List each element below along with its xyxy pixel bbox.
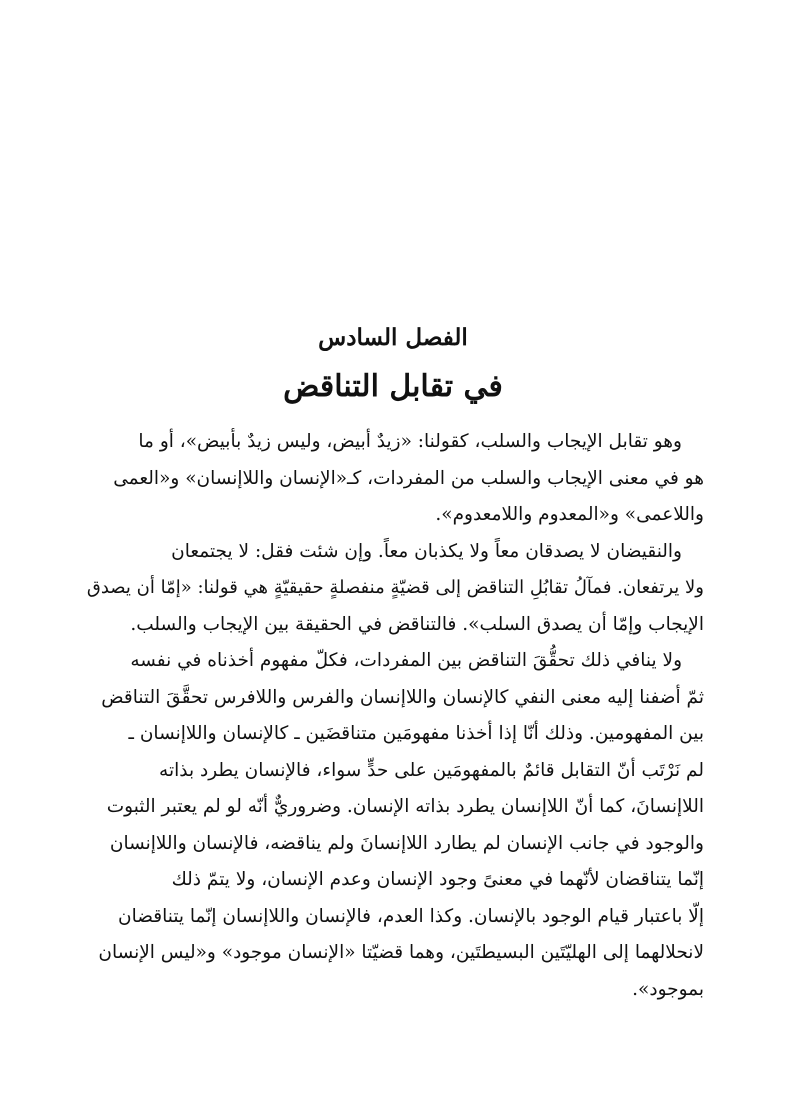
chapter-number: الفصل السادس xyxy=(318,324,468,351)
text-line: والوجود في جانب الإنسان لم يطارد اللاإنسانَ ولم يناقضه، فالإنسان واللاإنسان xyxy=(109,832,704,854)
text-line: إلّا باعتبار قيام الوجود بالإنسان. وكذا العدم، فالإنسان واللاإنسان إنّما يتناقضان xyxy=(117,905,704,927)
text-line: لانحلالهما إلى الهليّتَين البسيطتَين، وهما قضيّتا «الإنسان موجود» و«ليس الإنسان xyxy=(98,942,704,963)
text-line: لم نَرْتَب أنّ التقابل قائمٌ بالمفهومَين على حدٍّ سواء، فالإنسان يطرد بذاته xyxy=(159,759,704,781)
text-line: واللاعمى» و«المعدوم واللامعدوم». xyxy=(435,504,704,525)
body-text xyxy=(80,424,704,1008)
text-line: إنّما يتناقضان لأنّهما في معنىً وجود الإنسان وعدم الإنسان، ولا يتمّ ذلك xyxy=(171,869,704,890)
text-line: الإيجاب وإمّا أن يصدق السلب». فالتناقض في الحقيقة بين الإيجاب والسلب. xyxy=(130,613,704,635)
text-line: ثمّ أضفنا إليه معنى النفي كالإنسان واللاإنسان والفرس واللافرس تحقَّقَ التناقض xyxy=(101,686,704,708)
text-line: ولا يرتفعان. فمآلُ تقابُلِ التناقض إلى قضيّةٍ منفصلةٍ حقيقيّةٍ هي قولنا: «إمّا أن يصدق xyxy=(86,577,704,598)
text-line: بموجود». xyxy=(632,978,704,1000)
text-line: هو في معنى الإيجاب والسلب من المفردات، كـ«الإنسان واللاإنسان» و«العمى xyxy=(113,467,704,489)
text-line: وهو تقابل الإيجاب والسلب، كقولنا: «زيدٌ أبيض، وليس زيدٌ بأبيض»، أو ما xyxy=(138,431,682,452)
text-line: ولا ينافي ذلك تحقُّقَ التناقض بين المفردات، فكلّ مفهوم أخذناه في نفسه xyxy=(130,650,682,671)
text-line: اللاإنسانَ، كما أنّ اللاإنسان يطرد بذاته الإنسان. وضروريٌّ أنّه لو لم يعتبر الثبوت xyxy=(106,796,704,817)
text-line: والنقيضان لا يصدقان معاً ولا يكذبان معاً. وإن شئت فقل: لا يجتمعان xyxy=(171,540,682,562)
text-line: بين المفهومين. وذلك أنّا إذا أخذنا مفهومَين متناقضَين ـ كالإنسان واللاإنسان ـ xyxy=(128,723,704,744)
chapter-title: في تقابل التناقض xyxy=(283,369,503,404)
